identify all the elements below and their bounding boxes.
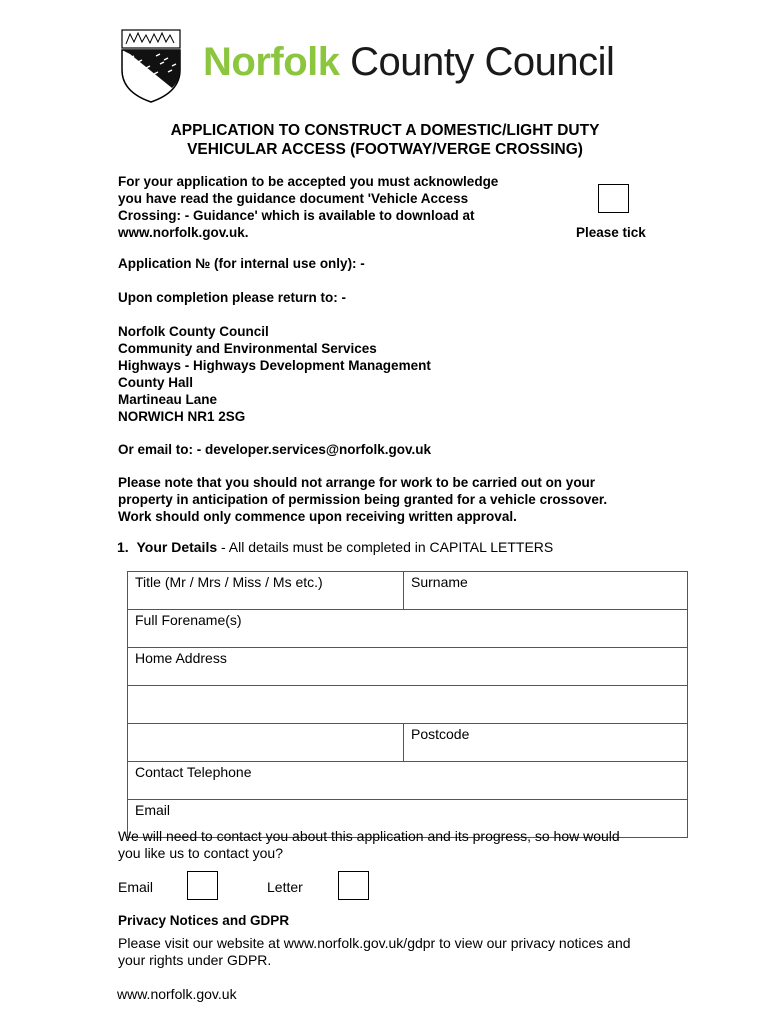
address-line: Community and Environmental Services xyxy=(118,341,377,356)
question-line: you like us to contact you? xyxy=(118,845,283,861)
telephone-field-label: Contact Telephone xyxy=(135,764,252,780)
forenames-field-label: Full Forename(s) xyxy=(135,612,242,628)
return-email-line: Or email to: - developer.services@norfolk.gov.uk xyxy=(118,442,432,457)
contact-option-letter-label: Letter xyxy=(267,879,303,895)
work-commencement-note xyxy=(118,474,607,525)
email-field-label: Email xyxy=(135,802,171,818)
telephone-field[interactable] xyxy=(128,762,688,800)
contact-preference-question xyxy=(118,828,620,862)
council-wordmark xyxy=(203,38,614,86)
section-1-heading xyxy=(117,539,553,556)
title-field-label: Title (Mr / Mrs / Miss / Ms etc.) xyxy=(135,574,323,590)
section-number: 1. xyxy=(117,539,129,555)
form-title-line-2: VEHICULAR ACCESS (FOOTWAY/VERGE CROSSING) xyxy=(187,141,583,158)
note-line: Please note that you should not arrange for work to be carried out on your xyxy=(118,475,596,490)
forenames-field[interactable] xyxy=(128,610,688,648)
return-address xyxy=(118,323,431,425)
section-instruction: - All details must be completed in CAPITAL LETTERS xyxy=(217,539,554,555)
privacy-heading: Privacy Notices and GDPR xyxy=(118,913,290,928)
address-line: NORWICH NR1 2SG xyxy=(118,409,246,424)
title-field[interactable] xyxy=(128,572,404,610)
wordmark-county-council: County Council xyxy=(350,40,615,84)
privacy-text xyxy=(118,935,631,969)
intro-line: Crossing: - Guidance' which is available to download at xyxy=(118,208,475,223)
return-to-label: Upon completion please return to: - xyxy=(118,290,347,305)
home-address-line-3-field[interactable] xyxy=(128,724,404,762)
home-address-field[interactable] xyxy=(128,648,688,686)
please-tick-label: Please tick xyxy=(576,225,646,240)
note-line: Work should only commence upon receiving written approval. xyxy=(118,509,517,524)
guidance-tick-checkbox[interactable] xyxy=(598,184,629,213)
address-line: Martineau Lane xyxy=(118,392,218,407)
intro-line: For your application to be accepted you must acknowledge xyxy=(118,174,499,189)
privacy-line: your rights under GDPR. xyxy=(118,952,272,968)
footer-website-url: www.norfolk.gov.uk xyxy=(117,986,237,1002)
home-address-field-label: Home Address xyxy=(135,650,227,666)
address-line: Highways - Highways Development Management xyxy=(118,358,431,373)
guidance-acknowledgement xyxy=(118,173,568,241)
question-line: We will need to contact you about this application and its progress, so how would xyxy=(118,828,620,844)
application-number-label: Application № (for internal use only): - xyxy=(118,256,365,271)
address-line: Norfolk County Council xyxy=(118,324,269,339)
surname-field-label: Surname xyxy=(411,574,468,590)
postcode-field[interactable] xyxy=(404,724,688,762)
intro-line: you have read the guidance document 'Vehicle Access xyxy=(118,191,469,206)
intro-line: www.norfolk.gov.uk. xyxy=(118,225,249,240)
surname-field[interactable] xyxy=(404,572,688,610)
council-crest-logo xyxy=(120,28,182,104)
wordmark-norfolk: Norfolk xyxy=(203,40,340,84)
section-title: Your Details xyxy=(136,539,218,555)
address-line: County Hall xyxy=(118,375,194,390)
contact-option-email-label: Email xyxy=(118,879,154,895)
home-address-line-2-field[interactable] xyxy=(128,686,688,724)
contact-email-checkbox[interactable] xyxy=(187,871,218,900)
note-line: property in anticipation of permission being granted for a vehicle crossover. xyxy=(118,492,608,507)
privacy-line: Please visit our website at www.norfolk.gov.uk/gdpr to view our privacy notices and xyxy=(118,935,631,951)
your-details-form xyxy=(127,571,688,838)
form-title xyxy=(0,121,770,159)
postcode-field-label: Postcode xyxy=(411,726,470,742)
contact-letter-checkbox[interactable] xyxy=(338,871,369,900)
form-title-line-1: APPLICATION TO CONSTRUCT A DOMESTIC/LIGHT DUTY xyxy=(170,122,600,139)
